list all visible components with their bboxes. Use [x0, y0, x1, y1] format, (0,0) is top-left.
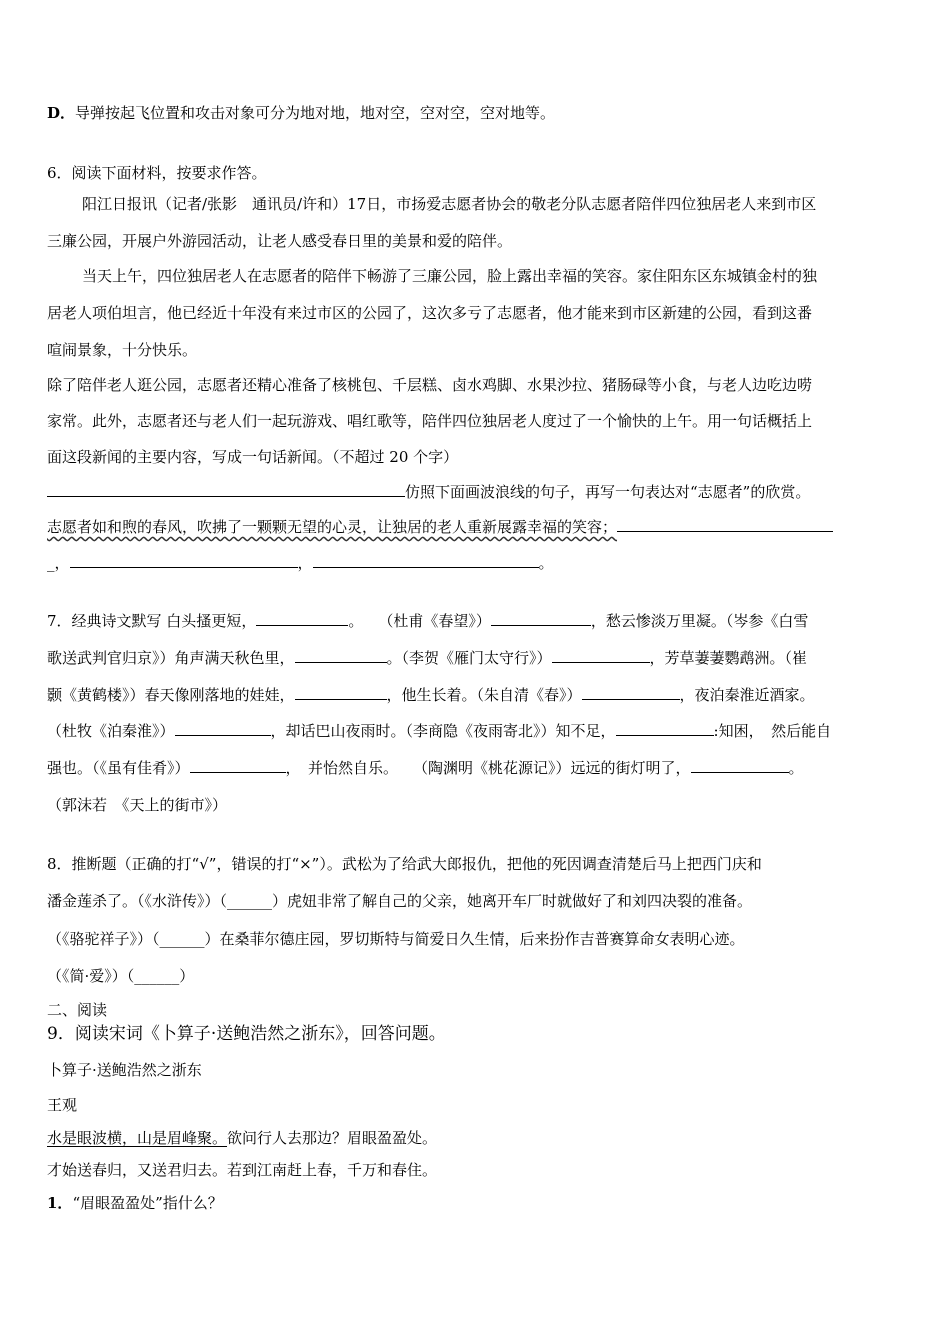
answer-blank[interactable] [691, 758, 789, 773]
section-heading: 二、阅读 [47, 1001, 108, 1019]
q8-line-2 [47, 890, 752, 912]
q6-paragraph-2-cont: 居老人项伯坦言，他已经近十年没有来过市区的公园了，这次多亏了志愿者，他才能来到市区新建的公园，看到这番 [47, 304, 813, 322]
answer-blank[interactable] [617, 517, 833, 532]
q7-text: ， 并怡然自乐。 （陶渊明《桃花源记》）远远的街灯明了， [285, 759, 691, 777]
poem-title: 卜算子·送鲍浩然之浙东 [47, 1061, 202, 1079]
q6-title: 6．阅读下面材料，按要求作答。 [47, 164, 267, 182]
q7-text: 7．经典诗文默写 白头搔更短， [47, 612, 257, 630]
q8-text: ）虎妞非常了解自己的父亲，她离开车厂时就做好了和刘四决裂的准备。 [272, 892, 753, 910]
q7-text: 歌送武判官归京》）角声满天秋色里， [47, 649, 295, 667]
q8-text: （《简·爱》）（ [47, 967, 135, 985]
q7-text: :知困， 然后能自 [713, 722, 832, 740]
q7-line-5 [47, 757, 804, 779]
q9-subquestion-1 [47, 1192, 223, 1214]
judgement-blank[interactable]: ______ [227, 892, 273, 910]
q7-line-2 [47, 647, 807, 669]
q7-text: ，芳草萋萋鹦鹉洲。（崔 [649, 649, 808, 667]
answer-blank[interactable] [70, 553, 298, 568]
blank-prefix: _， [47, 554, 70, 572]
subquestion-number: 1． [47, 1194, 73, 1212]
answer-blank[interactable] [491, 611, 591, 626]
answer-blank[interactable] [582, 685, 680, 700]
q7-text: 颢《黄鹤楼》）春天像刚落地的娃娃， [47, 686, 295, 704]
q7-line-6: （郭沫若 《天上的街市》） [47, 796, 228, 814]
answer-blank[interactable] [47, 482, 405, 497]
q7-text: 。 [788, 759, 804, 777]
q7-text: 。（李贺《雁门太守行》） [386, 649, 552, 667]
q8-line-1: 8．推断题（正确的打“√”，错误的打“×”）。武松为了给武大郎报仇，把他的死因调查清楚后马上把西门庆和 [47, 855, 762, 873]
period: 。 [538, 554, 554, 572]
q6-blanks-row [47, 552, 554, 574]
q7-line-3 [47, 684, 815, 706]
judgement-blank[interactable]: ______ [159, 930, 205, 948]
q8-line-3 [47, 928, 745, 950]
q8-text: （《骆驼祥子》）（ [47, 930, 160, 948]
q7-text: ，愁云惨淡万里凝。（岑参《白雪 [590, 612, 809, 630]
q6-paragraph-3-cont: 家常。此外，志愿者还与老人们一起玩游戏、唱红歌等，陪伴四位独居老人度过了一个愉快的上午。用一句话概括上 [47, 412, 813, 430]
q6-answer-line-row [47, 481, 810, 503]
q7-line-1 [47, 610, 808, 632]
underlined-poem-phrase: 水是眼波横，山是眉峰聚。 [47, 1129, 228, 1147]
answer-blank[interactable] [190, 758, 286, 773]
q5-option-d [47, 102, 555, 124]
q6-paragraph-3: 除了陪伴老人逛公园，志愿者还精心准备了核桃包、千层糕、卤水鸡脚、水果沙拉、猪肠碌等小食，与老人边吃边唠 [47, 376, 813, 394]
option-text: 导弹按起飞位置和攻击对象可分为地对地，地对空，空对空，空对地等。 [75, 104, 556, 122]
answer-blank[interactable] [552, 648, 650, 663]
poem-text: 欲问行人去那边？眉眼盈盈处。 [227, 1129, 438, 1147]
judgement-blank[interactable]: ______ [134, 967, 180, 985]
q7-text: 。 （杜甫《春望》） [348, 612, 491, 630]
q8-line-4 [47, 965, 194, 987]
q6-wavy-row [47, 516, 833, 538]
q6-paragraph-2-end: 喧闹景象，十分快乐。 [47, 341, 198, 359]
q6-paragraph-1-cont: 三廉公园，开展户外游园活动，让老人感受春日里的美景和爱的陪伴。 [47, 232, 513, 250]
answer-blank[interactable] [313, 553, 539, 568]
answer-blank[interactable] [295, 648, 387, 663]
q8-text: 潘金莲杀了。（《水浒传》）（ [47, 892, 228, 910]
poem-line-2: 才始送春归，又送君归去。若到江南赶上春，千万和春住。 [47, 1161, 438, 1179]
q7-text: 强也。（《虽有佳肴》） [47, 759, 190, 777]
subquestion-text: “眉眼盈盈处”指什么？ [72, 1194, 223, 1212]
comma: ， [297, 554, 313, 572]
q9-title: 9．阅读宋词《卜算子·送鲍浩然之浙东》，回答问题。 [47, 1024, 446, 1044]
q6-summary-prompt: 面这段新闻的主要内容，写成一句话新闻。（不超过 20 个字） [47, 448, 459, 466]
answer-blank[interactable] [175, 721, 271, 736]
answer-blank[interactable] [295, 685, 387, 700]
q7-text: ，却话巴山夜雨时。（李商隐《夜雨寄北》）知不足， [270, 722, 616, 740]
wavy-underlined-sentence: 志愿者如和煦的春风，吹拂了一颗颗无望的心灵，让独居的老人重新展露幸福的笑容； [47, 518, 618, 536]
answer-blank[interactable] [256, 611, 348, 626]
answer-blank[interactable] [616, 721, 714, 736]
q6-imitate-prompt: 仿照下面画波浪线的句子，再写一句表达对“志愿者”的欣赏。 [405, 483, 811, 501]
q8-text: ） [179, 967, 195, 985]
q7-text: （杜牧《泊秦淮》） [47, 722, 175, 740]
poem-author: 王观 [47, 1096, 78, 1114]
q8-text: ）在桑菲尔德庄园，罗切斯特与简爱日久生情，后来扮作吉普赛算命女表明心迹。 [204, 930, 745, 948]
q7-line-4 [47, 720, 831, 742]
poem-line-1 [47, 1127, 437, 1149]
q6-paragraph-1: 阳江日报讯（记者/张影 通讯员/许和）17日，市扬爱志愿者协会的敬老分队志愿者陪伴四位独居老人来到市区 [82, 195, 817, 213]
option-letter: D． [47, 104, 76, 122]
q7-text: ，他生长着。（朱自清《春》） [386, 686, 582, 704]
q6-paragraph-2: 当天上午，四位独居老人在志愿者的陪伴下畅游了三廉公园，脸上露出幸福的笑容。家住阳东区东城镇金村的独 [82, 267, 818, 285]
q7-text: ，夜泊秦淮近酒家。 [679, 686, 815, 704]
